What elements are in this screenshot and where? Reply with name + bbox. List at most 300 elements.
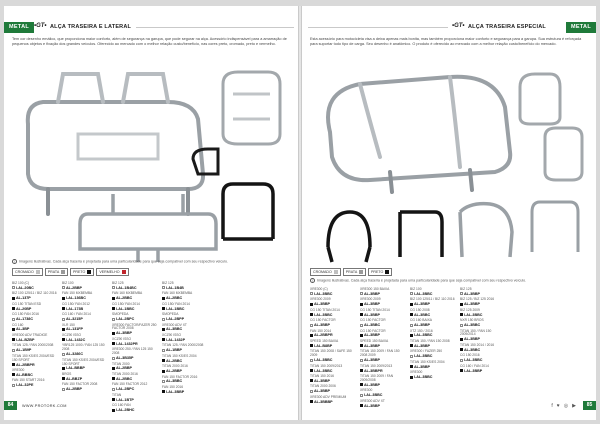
- finish-indicator-icon: [460, 348, 463, 351]
- legend-label: VERMELHO: [99, 270, 120, 274]
- product-code: [460, 302, 506, 306]
- product-code-text: I-AL-2BPP: [166, 317, 185, 322]
- finish-indicator-icon: [162, 307, 165, 310]
- legend-chip: [343, 268, 366, 276]
- product-entry: [112, 394, 158, 402]
- product-code-text: AL-2BBC: [116, 296, 133, 301]
- vehicle-model: TITAN 150 KS/ES 2004: [410, 359, 445, 364]
- vehicle-model: TITAN: [112, 392, 122, 397]
- vehicle-model: CG 150/ FAN 2012: [62, 301, 90, 306]
- product-entry: [310, 298, 356, 306]
- product-code-text: I-AL-1B4B: [166, 285, 184, 290]
- product-code: [310, 313, 356, 317]
- vehicle-model: TITAN 150 KS/ES 2004/ESD 150 SPORT: [12, 353, 55, 362]
- product-code: [360, 333, 406, 337]
- product-code-text: AL-2BBP: [66, 387, 82, 392]
- legend-chip: [70, 268, 94, 276]
- product-code: [62, 296, 108, 300]
- vehicle-model: FAN 150 2016: [162, 384, 184, 389]
- product-code: [310, 333, 356, 337]
- product-code-text: AL-131FP: [66, 327, 84, 332]
- product-code: [360, 404, 406, 408]
- finish-indicator-icon: [460, 324, 463, 327]
- finish-indicator-icon: [112, 388, 115, 391]
- finish-indicator-icon: [360, 324, 363, 327]
- product-entry: [12, 379, 58, 387]
- finish-indicator-icon: [12, 384, 15, 387]
- product-code-list: [12, 282, 208, 415]
- product-entry: [310, 396, 356, 404]
- disclaimer-note: [310, 278, 590, 283]
- finish-indicator-icon: [12, 328, 15, 331]
- vehicle-model: XCZ90 ISSO: [62, 332, 82, 337]
- finish-indicator-icon: [112, 377, 115, 380]
- product-code-text: AL-2BBP: [66, 285, 82, 290]
- finish-indicator-icon: [410, 334, 413, 337]
- color-swatch-chromed: [334, 270, 338, 274]
- product-code: [310, 389, 356, 393]
- product-code-text: AL-1738C: [16, 317, 34, 322]
- vehicle-model: FAN 150 2014: [310, 328, 332, 333]
- page-header: [302, 22, 596, 33]
- vehicle-model: CG 150 FACTOR: [360, 328, 386, 333]
- code-column: [410, 288, 456, 410]
- product-entry: [310, 385, 356, 393]
- finish-indicator-icon: [112, 307, 115, 310]
- finish-indicator-icon: [12, 318, 15, 321]
- vehicle-model: BIZ 100: [410, 287, 422, 291]
- product-code-text: AL-3BBP: [364, 291, 380, 296]
- product-code-text: AL-BBBC: [16, 372, 33, 377]
- finish-indicator-icon: [360, 292, 363, 295]
- product-entry: [112, 338, 158, 346]
- product-code: [410, 344, 456, 348]
- product-code-text: AL-3BBP: [314, 323, 330, 328]
- vehicle-model: TITAN 150 KS/ES 2004/ESD 150 SPORT: [62, 357, 105, 366]
- rack-special-chrome-large: [328, 77, 510, 192]
- product-entry: [310, 340, 356, 348]
- disclaimer-text: Imagens ilustrativas. Cada alça traseira é projetada para uma particularidade para que seja compatível com seu respectivo veículo.: [317, 278, 527, 283]
- product-code-text: I-AL-173B: [66, 306, 84, 311]
- vehicle-model: XRE300 ADV XT: [162, 322, 187, 327]
- vehicle-model: CG 160 / FAN 2014: [62, 312, 91, 317]
- youtube-icon[interactable]: ▶: [572, 403, 576, 409]
- legend-label: PRETO: [73, 270, 86, 274]
- product-code: [460, 313, 506, 317]
- product-code: [112, 398, 158, 402]
- website-url[interactable]: WWW.PROTORK.COM: [22, 404, 67, 408]
- intro-paragraph: Esta acessório para motocicleta visa a deixa apenas mais bonita, mas também proporciona maior conforto e segurança para a garupa. Sua estrutura é reforçada para suportar todo tipo de carga. Seu desenho é anatômico. O produto é oferecido ao mercado com a melhor relação custo/benefício do mercado.: [310, 37, 582, 46]
- product-code-text: I-AL-1432P: [166, 337, 186, 342]
- vehicle-model: BIZ 100: [62, 281, 74, 285]
- vehicle-model: CG 150 TITAN ESD: [12, 301, 42, 306]
- vehicle-model: FAN 150 FACTOR 2008: [62, 382, 98, 387]
- product-entry: [460, 288, 506, 296]
- product-code-text: AL-1B9P: [16, 348, 32, 353]
- product-entry: [12, 344, 58, 352]
- finish-indicator-icon: [310, 303, 313, 306]
- product-entry: [310, 375, 356, 383]
- finish-indicator-icon: [162, 338, 165, 341]
- product-entry: [460, 319, 506, 327]
- product-code: [12, 307, 58, 311]
- legend-chip: [45, 268, 68, 276]
- catalog-page-left: [4, 6, 298, 420]
- finish-indicator-icon: [112, 297, 115, 300]
- product-code-text: AL-3BBP: [314, 378, 330, 383]
- product-entry: [12, 355, 58, 367]
- heart-icon[interactable]: ♥: [556, 403, 560, 409]
- finish-indicator-icon: [62, 307, 65, 310]
- vehicle-model: FAN 150 FACTOR 2016: [162, 374, 198, 379]
- product-entry: [410, 371, 456, 379]
- product-code-text: I-AL-BBBP: [66, 366, 85, 371]
- rack-black-small: [193, 149, 218, 174]
- section-tag: METAL: [4, 22, 34, 33]
- brand-logo: •GT•: [452, 23, 465, 29]
- product-code: [360, 344, 406, 348]
- product-code: [162, 348, 208, 352]
- product-entry: [112, 404, 158, 412]
- product-code: [460, 369, 506, 373]
- color-legend: [310, 268, 392, 276]
- product-code-text: AL-3BBC: [166, 327, 183, 332]
- product-code-text: AL-3BBP: [414, 364, 430, 369]
- finish-indicator-icon: [410, 365, 413, 368]
- vehicle-model: XRE300: [12, 368, 25, 373]
- product-code-text: AL-3BBC: [166, 379, 183, 384]
- product-entry: [12, 313, 58, 321]
- product-entry: [112, 282, 158, 290]
- vehicle-model: XRE300 150 BAIXA: [360, 287, 390, 291]
- product-entry: [162, 386, 208, 394]
- product-code: [62, 307, 108, 311]
- product-code: [360, 383, 406, 387]
- product-code-text: I-AL-3BBP: [166, 389, 185, 394]
- legend-label: CROMADO: [313, 270, 332, 274]
- product-code-text: I-AL-3BBC: [414, 375, 433, 380]
- finish-indicator-icon: [310, 313, 313, 316]
- finish-indicator-icon: [62, 388, 65, 391]
- finish-indicator-icon: [360, 394, 363, 397]
- product-code: [410, 333, 456, 337]
- finish-indicator-icon: [410, 355, 413, 358]
- page-number: 85: [583, 401, 596, 410]
- vehicle-model: XRE300 / FAZER 250: [410, 349, 443, 354]
- vehicle-model: BIZ 100 (C): [12, 281, 30, 285]
- catalog-page-right: [302, 6, 596, 420]
- finish-indicator-icon: [460, 303, 463, 306]
- info-icon: !: [310, 278, 315, 283]
- product-entry: [62, 313, 108, 321]
- product-code: [360, 358, 406, 362]
- finish-indicator-icon: [410, 344, 413, 347]
- product-code: [62, 366, 108, 370]
- vehicle-model: XRE300 250 / FAN 125 150 2008: [112, 347, 153, 356]
- product-entry: [112, 363, 158, 371]
- finish-indicator-icon: [62, 318, 65, 321]
- product-code-text: AL-2BBC: [116, 376, 133, 381]
- product-code: [310, 292, 356, 296]
- product-entry: [460, 298, 506, 306]
- product-code: [162, 317, 208, 321]
- product-code-text: AL-3BBP: [364, 382, 380, 387]
- product-entry: [62, 324, 108, 332]
- product-code-text: I-AL-3BBC: [414, 354, 433, 359]
- vehicle-model: XTZ 150 / 2016: [410, 328, 433, 333]
- color-swatch-silver: [359, 270, 363, 274]
- legend-label: PRETO: [371, 270, 384, 274]
- product-code: [410, 365, 456, 369]
- product-entry: [162, 376, 208, 384]
- vehicle-model: BROS: [62, 371, 72, 376]
- product-code: [360, 369, 406, 373]
- product-code-text: AL-3B35P: [116, 356, 134, 361]
- product-code: [410, 313, 456, 317]
- product-code-text: AL-3BBP: [364, 358, 380, 363]
- product-entry: [410, 298, 456, 306]
- product-entry: [460, 309, 506, 317]
- facebook-icon[interactable]: f: [551, 403, 553, 409]
- vehicle-model: CG 150 FAN 2016: [12, 312, 39, 317]
- finish-indicator-icon: [360, 383, 363, 386]
- vehicle-model: FAN 150 MXBEMBA: [62, 291, 93, 296]
- product-code: [410, 292, 456, 296]
- product-entry: [62, 292, 108, 300]
- finish-indicator-icon: [360, 344, 363, 347]
- vehicle-model: TITAN 150 2009/2013: [310, 363, 343, 368]
- vehicle-model: TITAN 150 / FAN 150 2009/2014: [460, 328, 492, 337]
- finish-indicator-icon: [310, 369, 313, 372]
- legend-chip: [310, 268, 341, 276]
- product-code: [162, 327, 208, 331]
- product-code: [460, 323, 506, 327]
- product-code-text: AL-2BBPR: [16, 362, 35, 367]
- product-code: [112, 387, 158, 391]
- rack-special-black-1: [328, 212, 370, 262]
- product-code: [12, 373, 58, 377]
- color-swatch-silver: [61, 270, 65, 274]
- vehicle-model: SMOPEDA: [112, 312, 129, 317]
- code-column: [360, 288, 406, 410]
- vehicle-model: XRE300 (C): [310, 287, 328, 291]
- product-code-text: AL-3BBPR: [364, 368, 383, 373]
- product-entry: [162, 282, 208, 290]
- product-code-text: I-AL-3BBC: [314, 291, 333, 296]
- rack-special-chrome-4: [532, 202, 578, 252]
- finish-indicator-icon: [162, 349, 165, 352]
- vehicle-model: XRE300 ADV XT: [360, 398, 385, 403]
- finish-indicator-icon: [112, 286, 115, 289]
- page-number: 84: [4, 401, 17, 410]
- product-code: [62, 338, 108, 342]
- product-entry: [112, 313, 158, 321]
- vehicle-model: TITAN 2000 2016: [162, 364, 188, 369]
- product-code-text: AL-3BBP: [364, 333, 380, 338]
- product-entry: [162, 292, 208, 300]
- product-code-text: AL-3BBP: [464, 291, 480, 296]
- product-code-text: I-AL-2BPC: [116, 387, 135, 392]
- product-code: [62, 387, 108, 391]
- rack-chrome-bottom: [80, 194, 216, 262]
- vehicle-model: CG 150 FACTOR: [310, 318, 336, 323]
- finish-indicator-icon: [310, 344, 313, 347]
- product-code-text: AL-BBZP: [66, 376, 83, 381]
- finish-indicator-icon: [360, 369, 363, 372]
- product-entry: [410, 340, 456, 348]
- product-entry: [360, 389, 406, 397]
- product-code: [12, 286, 58, 290]
- vehicle-model: XRE300 2009: [360, 297, 381, 302]
- finish-indicator-icon: [410, 376, 413, 379]
- vehicle-model: YBR125 1000 / FAN 125 150 2008: [62, 343, 105, 352]
- product-code-text: AL-3BBP: [464, 302, 480, 307]
- finish-indicator-icon: [410, 292, 413, 295]
- finish-indicator-icon: [310, 292, 313, 295]
- product-entry: [62, 334, 108, 342]
- vehicle-model: BIZ 100 125/11 / BIZ 110 2016: [12, 291, 57, 296]
- vehicle-model: SPEED 150 BAIXA: [310, 338, 339, 343]
- vehicle-model: XRE300: [360, 388, 373, 393]
- vehicle-model: BIZ 125 2009: [460, 307, 480, 312]
- product-code-text: AL-3BBP: [414, 323, 430, 328]
- product-entry: [162, 313, 208, 321]
- product-code: [460, 337, 506, 341]
- vehicle-model: CG 150 FACTOR: [360, 318, 386, 323]
- product-entry: [112, 292, 158, 300]
- finish-indicator-icon: [162, 286, 165, 289]
- product-code-text: AL-3BBP: [414, 343, 430, 348]
- product-code: [460, 358, 506, 362]
- finish-indicator-icon: [460, 369, 463, 372]
- finish-indicator-icon: [62, 377, 65, 380]
- product-code: [112, 408, 158, 412]
- vehicle-model: CG 150 TITAN 2014: [310, 307, 340, 312]
- finish-indicator-icon: [162, 297, 165, 300]
- product-entry: [112, 303, 158, 311]
- product-entry: [360, 309, 406, 317]
- finish-indicator-icon: [410, 324, 413, 327]
- finish-indicator-icon: [310, 379, 313, 382]
- product-entry: [12, 369, 58, 377]
- vehicle-model: FAN 160 MXBEMBA: [162, 291, 193, 296]
- finish-indicator-icon: [112, 398, 115, 401]
- product-entry: [360, 365, 406, 373]
- product-code-text: I-AL-1B4BC: [116, 285, 137, 290]
- product-entry: [460, 365, 506, 373]
- code-column: [460, 288, 506, 410]
- product-entry: [162, 324, 208, 332]
- vehicle-model: CG 160: [12, 322, 24, 327]
- finish-indicator-icon: [112, 409, 115, 412]
- product-code: [310, 323, 356, 327]
- finish-indicator-icon: [12, 363, 15, 366]
- legend-label: PRATA: [345, 270, 358, 274]
- product-code: [360, 292, 406, 296]
- legend-chip: [368, 268, 392, 276]
- product-code: [12, 327, 58, 331]
- finish-indicator-icon: [162, 318, 165, 321]
- product-code: [360, 302, 406, 306]
- vehicle-model: BIZ 125: [162, 281, 174, 285]
- vehicle-model: TITAN 2000: [112, 361, 130, 366]
- product-code-text: AL-3BBC: [464, 347, 481, 352]
- product-code: [112, 307, 158, 311]
- product-entry: [310, 309, 356, 317]
- product-entry: [62, 282, 108, 290]
- section-tag: METAL: [566, 22, 596, 33]
- vehicle-model: CG 160 FAN: [112, 403, 131, 408]
- vehicle-model: TITAN 150 2016: [310, 374, 334, 379]
- product-code: [12, 296, 58, 300]
- product-code-text: I-AL-2BPC: [116, 317, 135, 322]
- product-code: [12, 383, 58, 387]
- vehicle-model: BIZ 100 125/11 / BIZ 110 2016: [410, 297, 455, 302]
- product-entry: [410, 319, 456, 327]
- finish-indicator-icon: [162, 328, 165, 331]
- product-code: [460, 292, 506, 296]
- product-code-text: I-AL-3BBP: [464, 368, 483, 373]
- product-code: [12, 338, 58, 342]
- product-entry: [410, 309, 456, 317]
- vehicle-model: CG 150 2016: [460, 353, 480, 358]
- product-code: [112, 356, 158, 360]
- product-entry: [62, 344, 108, 356]
- product-code-text: AL-3BBP: [364, 312, 380, 317]
- finish-indicator-icon: [62, 297, 65, 300]
- product-code: [162, 359, 208, 363]
- product-code-text: AL-3215P: [66, 317, 83, 322]
- finish-indicator-icon: [310, 359, 313, 362]
- product-code-text: AL-2BBP: [166, 369, 182, 374]
- vehicle-model: XLR 150: [62, 322, 75, 327]
- product-entry: [162, 344, 208, 352]
- product-code-text: AL-1BBP: [166, 348, 182, 353]
- vehicle-model: CG 150 2008: [410, 307, 430, 312]
- vehicle-model: CG 160 BAIXA: [410, 318, 432, 323]
- brand-logo: •GT•: [34, 23, 47, 29]
- product-code-text: AL-137P: [16, 296, 31, 301]
- vehicle-model: TITAN 150 KS/ES 2004: [162, 353, 197, 358]
- product-code-text: AL-3BBP: [364, 302, 380, 307]
- product-code: [310, 400, 356, 404]
- product-code-text: AL-3BBP: [464, 337, 480, 342]
- product-code-text: AL-3BBP: [116, 331, 132, 336]
- product-entry: [360, 298, 406, 306]
- product-entry: [62, 373, 108, 381]
- product-entry: [460, 354, 506, 362]
- finish-indicator-icon: [112, 367, 115, 370]
- product-code-text: AL-3BBP: [314, 302, 330, 307]
- instagram-icon[interactable]: ◎: [563, 403, 569, 409]
- product-code: [410, 302, 456, 306]
- product-code: [310, 379, 356, 383]
- product-code: [162, 307, 208, 311]
- product-code-text: I-AL-BZBP: [16, 337, 35, 342]
- vehicle-model: TITAN 125 / FAN 2000/2008: [12, 343, 54, 348]
- vehicle-model: FAN 150 FACTOR 2012: [112, 382, 148, 387]
- finish-indicator-icon: [162, 370, 165, 373]
- product-code: [62, 317, 108, 321]
- product-code: [310, 302, 356, 306]
- product-code: [12, 317, 58, 321]
- product-code-text: I-AL-32PE: [16, 383, 34, 388]
- product-entry: [162, 303, 208, 311]
- finish-indicator-icon: [112, 332, 115, 335]
- page-title: ALÇA TRASEIRA E LATERAL: [50, 24, 132, 30]
- product-code-list: [310, 288, 506, 410]
- rack-special-small-1: [520, 74, 560, 124]
